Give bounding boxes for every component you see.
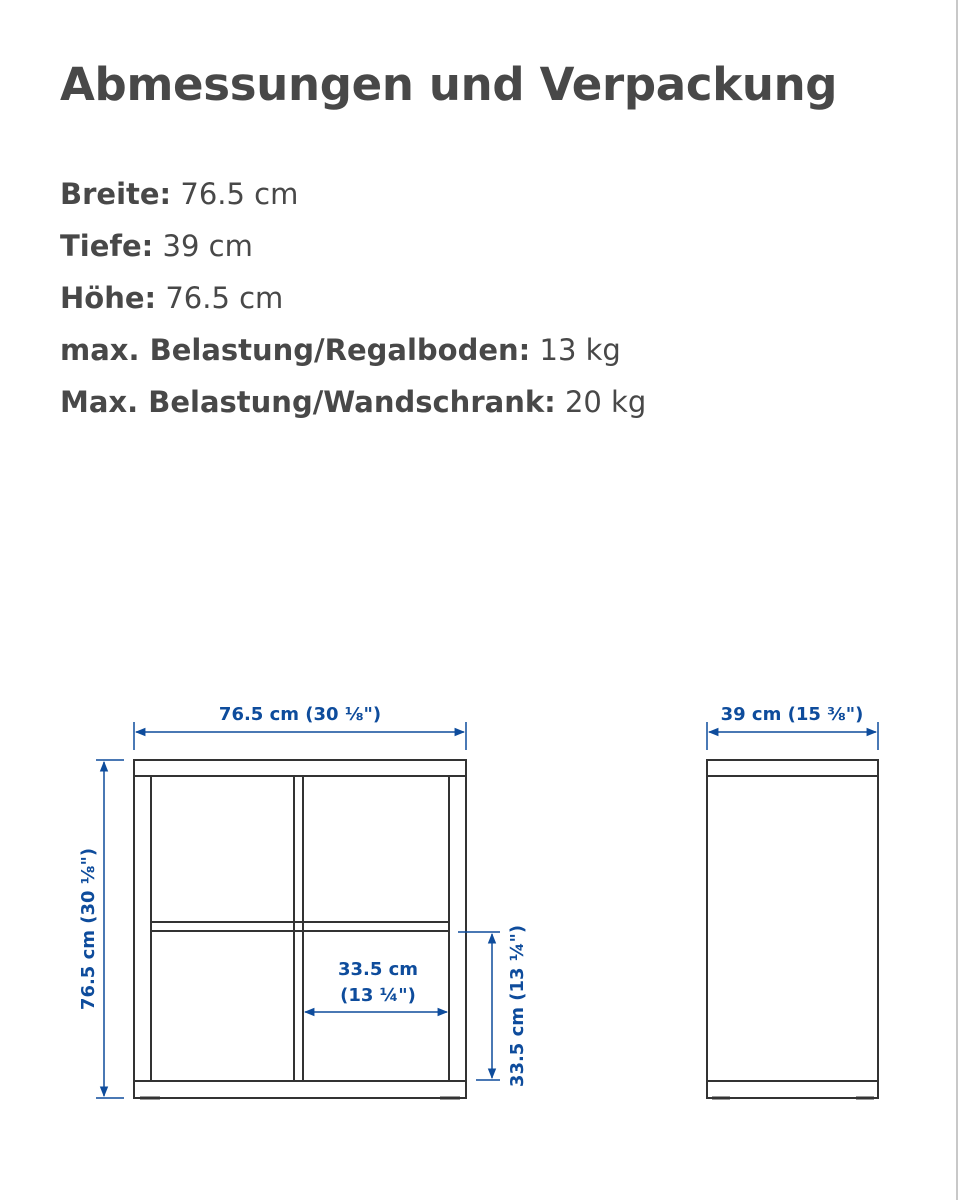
- front-width-label: 76.5 cm (30 ⅛"): [218, 704, 382, 725]
- front-view: [134, 760, 466, 1098]
- page-title: Abmessungen und Verpackung: [60, 58, 838, 111]
- side-outer-frame: [707, 760, 878, 1098]
- front-height-label: 76.5 cm (30 ⅛"): [78, 847, 99, 1011]
- side-view: [707, 760, 878, 1098]
- spec-label: max. Belastung/Regalboden:: [60, 333, 531, 367]
- front-top-panel: [134, 760, 466, 776]
- spec-label: Breite:: [60, 177, 172, 211]
- front-right-panel: [449, 776, 466, 1081]
- front-center-divider: [294, 776, 303, 1081]
- spec-label: Max. Belastung/Wandschrank:: [60, 385, 556, 419]
- compartment-width-label-2: (13 ¼"): [340, 985, 416, 1006]
- side-bottom-panel: [707, 1081, 878, 1098]
- front-outer-frame: [134, 760, 466, 1098]
- compartment-width-label-1: 33.5 cm: [337, 959, 419, 980]
- spec-label: Höhe:: [60, 281, 157, 315]
- front-bottom-panel: [134, 1081, 466, 1098]
- compartment-height-label: 33.5 cm (13 ¼"): [507, 924, 528, 1088]
- spec-label: Tiefe:: [60, 229, 154, 263]
- spec-value: 13 kg: [539, 333, 621, 367]
- side-top-panel: [707, 760, 878, 776]
- spec-value: 76.5 cm: [165, 281, 284, 315]
- side-depth-label: 39 cm (15 ⅜"): [720, 704, 864, 725]
- front-left-panel: [134, 776, 151, 1081]
- spec-value: 39 cm: [162, 229, 253, 263]
- spec-value: 20 kg: [564, 385, 647, 419]
- front-middle-shelf: [151, 922, 449, 931]
- spec-value: 76.5 cm: [180, 177, 299, 211]
